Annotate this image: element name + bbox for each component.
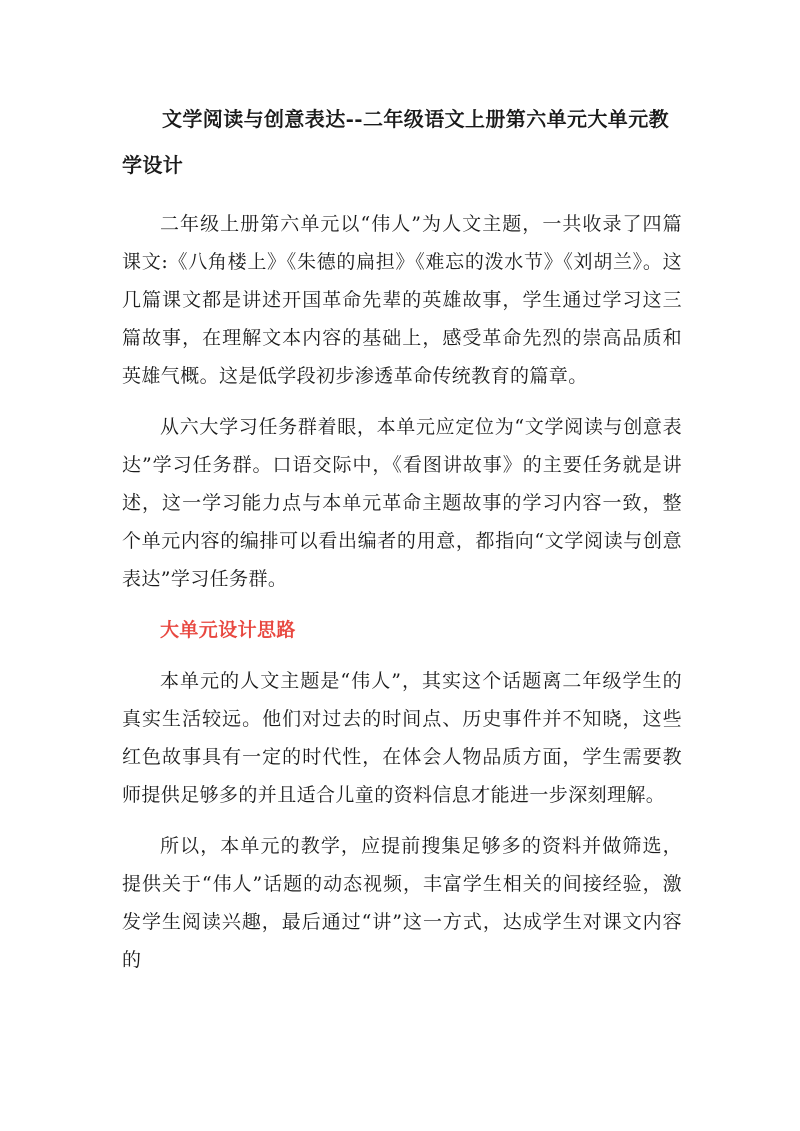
document-body <box>122 96 682 979</box>
document-title: 文学阅读与创意表达--二年级语文上册第六单元大单元教学设计 <box>122 107 670 177</box>
paragraph-unit-overview: 二年级上册第六单元以“伟人”为人文主题，一共收录了四篇课文:《八角楼上》《朱德的扁担》《难忘的泼水节》《刘胡兰》。这几篇课文都是讲述开国革命先辈的英雄故事，学生通过学习这三篇故事，在理解文本内容的基础上，感受革命先烈的崇高品质和英雄气概。这是低学段初步渗透革命传统教育的篇章。 <box>122 213 682 387</box>
paragraph-task-group: 从六大学习任务群着眼，本单元应定位为“文学阅读与创意表达”学习任务群。口语交际中，《看图讲故事》的主要任务就是讲述，这一学习能力点与本单元革命主题故事的学习内容一致，整个单元内容的编排可以看出编者的用意，都指向“文学阅读与创意表达”学习任务群。 <box>122 416 682 590</box>
paragraph-teaching-method: 所以，本单元的教学，应提前搜集足够多的资料并做筛选，提供关于“伟人”话题的动态视频，丰富学生相关的间接经验，激发学生阅读兴趣，最后通过“讲”这一方式，达成学生对课文内容的 <box>122 835 682 971</box>
paragraph-theme-distance: 本单元的人文主题是“伟人”，其实这个话题离二年级学生的真实生活较远。他们对过去的时间点、历史事件并不知晓，这些红色故事具有一定的时代性，在体会人物品质方面，学生需要教师提供足够多的并且适合儿童的资料信息才能进一步深刻理解。 <box>122 670 682 806</box>
section-heading-design-approach: 大单元设计思路 <box>160 619 296 641</box>
